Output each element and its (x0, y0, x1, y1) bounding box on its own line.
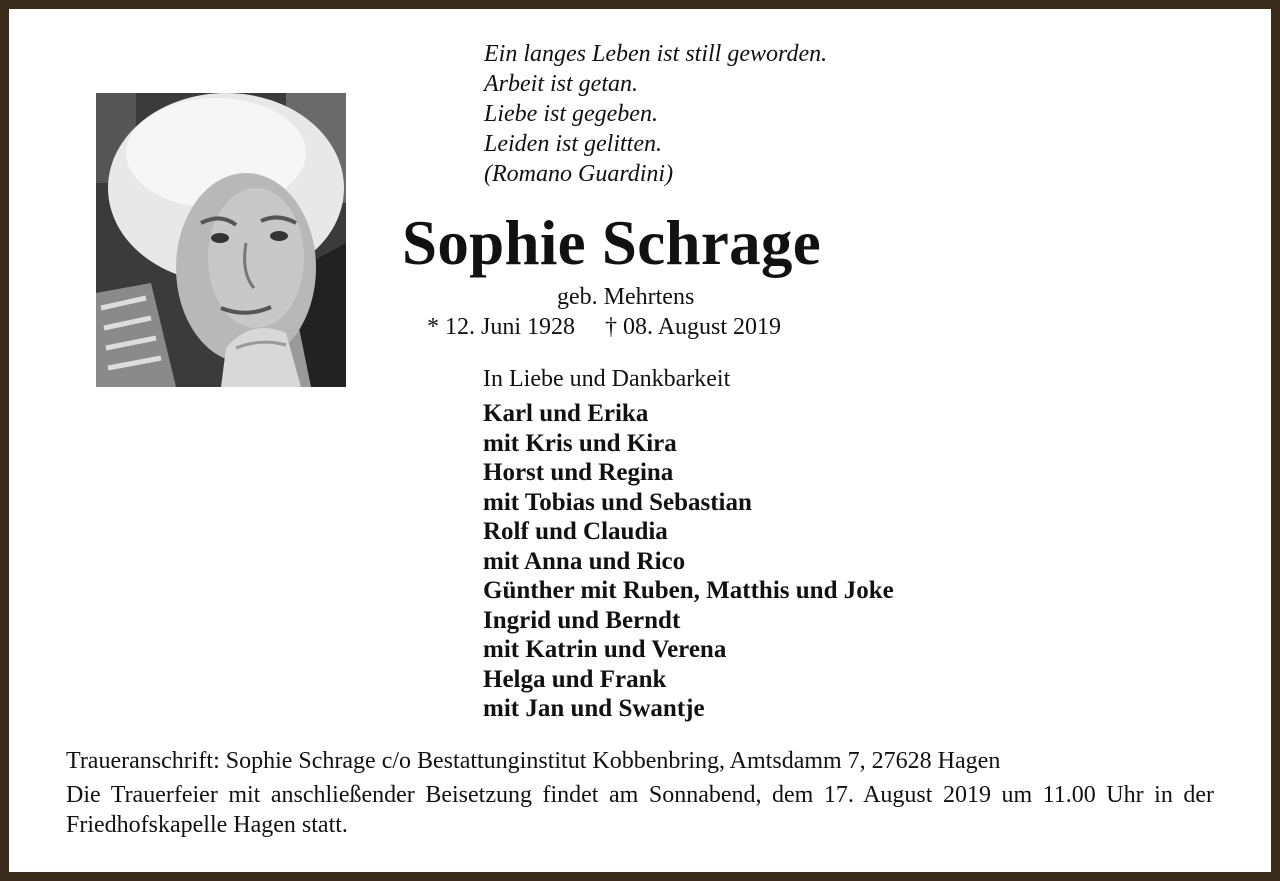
mourner-line: mit Anna und Rico (483, 547, 686, 575)
mourner-line: Horst und Regina (483, 459, 674, 486)
mourner-line: mit Tobias und Sebastian (483, 488, 752, 516)
memorial-quote (484, 39, 827, 189)
mourner-line: Günther mit Ruben, Matthis und Joke (483, 577, 894, 604)
condolence-address: Traueranschrift: Sophie Schrage c/o Bestattunginstitut Kobbenbring, Amtsdamm 7, 27628 Hagen (66, 748, 1001, 774)
portrait-photo (96, 93, 346, 387)
mourners-list (483, 399, 894, 724)
mourner-line: Helga und Frank (483, 665, 667, 693)
life-dates (427, 313, 781, 341)
footer-notice (66, 744, 1214, 840)
mourner-line: Karl und Erika (483, 400, 649, 427)
maiden-name: geb. Mehrtens (557, 284, 695, 310)
mourners-intro: In Liebe und Dankbarkeit (483, 366, 731, 392)
mourner-line: mit Kris und Kira (483, 429, 677, 457)
quote-line: Liebe ist gegeben. (484, 101, 658, 127)
mourner-line: mit Jan und Swantje (483, 695, 705, 722)
funeral-service-info: Die Trauerfeier mit anschließender Beisetzung findet am Sonnabend, dem 17. August 2019 um 11.00 Uhr in der Friedhofskapelle Hagen statt. (66, 782, 1214, 838)
quote-line: Arbeit ist getan. (484, 71, 638, 97)
birth-date: * 12. Juni 1928 (427, 314, 576, 340)
obituary-card (9, 9, 1271, 872)
mourner-line: mit Katrin und Verena (483, 636, 727, 663)
mourner-line: Ingrid und Berndt (483, 606, 681, 634)
quote-line: Ein langes Leben ist still geworden. (484, 41, 828, 67)
mourner-line: Rolf und Claudia (483, 518, 668, 545)
quote-line: Leiden ist gelitten. (484, 131, 662, 157)
deceased-name: Sophie Schrage (402, 208, 821, 278)
death-date: † 08. August 2019 (605, 314, 782, 340)
quote-author: (Romano Guardini) (484, 161, 674, 187)
